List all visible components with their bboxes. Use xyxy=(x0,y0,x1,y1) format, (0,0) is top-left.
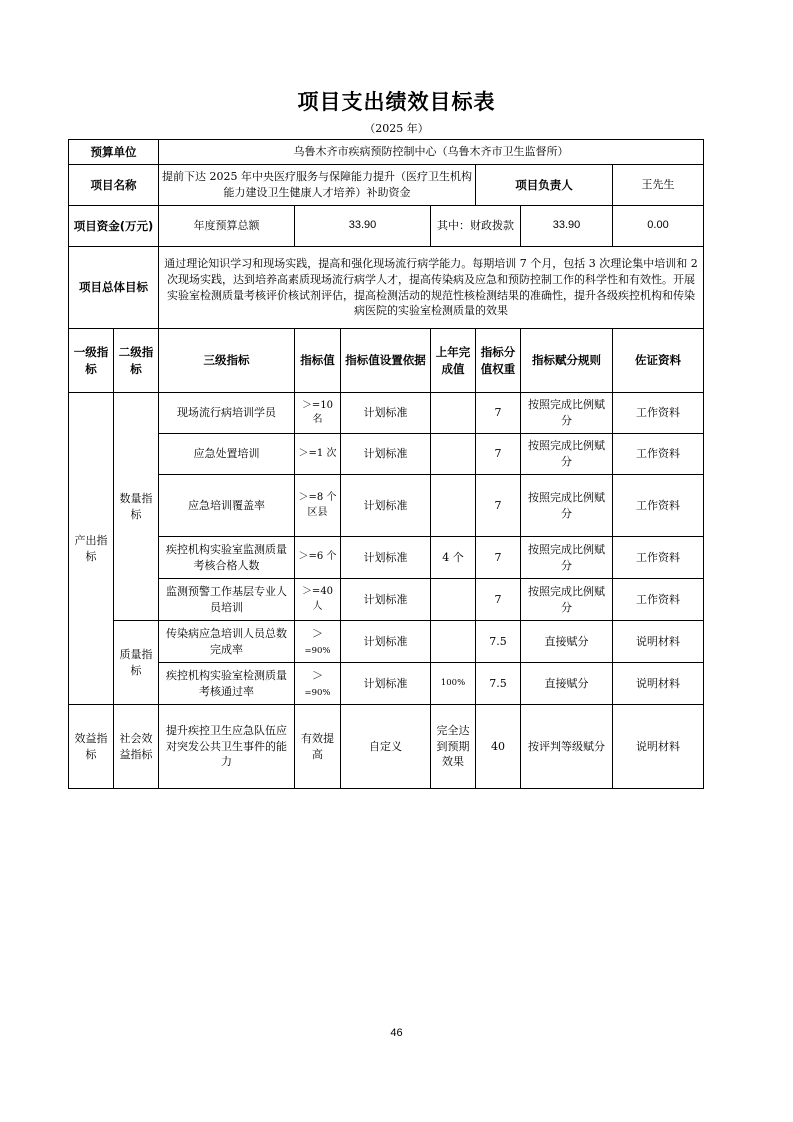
funds-label: 项目资金(万元) xyxy=(69,206,159,247)
row-basis: 计划标准 xyxy=(341,393,431,434)
row-scoring: 直接赋分 xyxy=(521,663,613,705)
row-level3: 传染病应急培训人员总数完成率 xyxy=(159,621,295,663)
row-last-year xyxy=(431,393,476,434)
group-quantity: 数量指标 xyxy=(114,393,159,621)
row-scoring: 直接赋分 xyxy=(521,621,613,663)
row-basis: 计划标准 xyxy=(341,621,431,663)
row-scoring: 按照完成比例赋分 xyxy=(521,579,613,621)
row-basis: 计划标准 xyxy=(341,537,431,579)
annual-budget-value: 33.90 xyxy=(295,206,431,247)
annual-budget-label: 年度预算总额 xyxy=(159,206,295,247)
row-value: 有效提高 xyxy=(295,705,341,789)
group-social: 社会效益指标 xyxy=(114,705,159,789)
overall-goal-label: 项目总体目标 xyxy=(69,247,159,329)
header-evidence: 佐证资料 xyxy=(613,329,704,393)
row-evidence: 说明材料 xyxy=(613,705,704,789)
row-weight: 7 xyxy=(476,537,521,579)
header-value: 指标值 xyxy=(295,329,341,393)
header-level3: 三级指标 xyxy=(159,329,295,393)
budget-unit-label: 预算单位 xyxy=(69,140,159,165)
header-weight: 指标分值权重 xyxy=(476,329,521,393)
row-value: ＞=40 人 xyxy=(295,579,341,621)
row-evidence: 工作资料 xyxy=(613,393,704,434)
row-basis: 计划标准 xyxy=(341,579,431,621)
row-scoring: 按照完成比例赋分 xyxy=(521,434,613,475)
overall-goal-value: 通过理论知识学习和现场实践，提高和强化现场流行病学能力。每期培训 7 个月，包括 3 次理论集中培训和 2 次现场实践，达到培养高素质现场流行病学人才，提高传染病及应急和预防控制工作的科学性和有效性。开展实验室检测质量考核评价核试剂评估，提高检测活动的规范性核检测结果的准确性，提升各级疾控机构和传染病医院的实验室检测质量的效果 xyxy=(159,247,704,329)
project-leader-value: 王先生 xyxy=(613,165,704,206)
row-evidence: 说明材料 xyxy=(613,621,704,663)
group-output: 产出指标 xyxy=(69,393,114,705)
row-basis: 计划标准 xyxy=(341,475,431,537)
row-weight: 7 xyxy=(476,579,521,621)
row-scoring: 按照完成比例赋分 xyxy=(521,475,613,537)
group-quality: 质量指标 xyxy=(114,621,159,705)
row-level3: 疾控机构实验室监测质量考核合格人数 xyxy=(159,537,295,579)
project-leader-label: 项目负责人 xyxy=(476,165,613,206)
header-last-year: 上年完成值 xyxy=(431,329,476,393)
row-weight: 7 xyxy=(476,434,521,475)
row-level3: 提升疾控卫生应急队伍应对突发公共卫生事件的能力 xyxy=(159,705,295,789)
row-last-year xyxy=(431,434,476,475)
row-level3: 监测预警工作基层专业人员培训 xyxy=(159,579,295,621)
group-benefit: 效益指标 xyxy=(69,705,114,789)
other-funds-value: 0.00 xyxy=(613,206,704,247)
fiscal-funds-value: 33.90 xyxy=(521,206,613,247)
project-name-value: 提前下达 2025 年中央医疗服务与保障能力提升（医疗卫生机构能力建设卫生健康人才培养）补助资金 xyxy=(159,165,476,206)
row-weight: 7 xyxy=(476,393,521,434)
row-scoring: 按照完成比例赋分 xyxy=(521,537,613,579)
year-subtitle: （2025 年） xyxy=(364,122,429,135)
row-basis: 计划标准 xyxy=(341,663,431,705)
row-evidence: 工作资料 xyxy=(613,537,704,579)
row-value: ＞=8 个区县 xyxy=(295,475,341,537)
row-last-year xyxy=(431,475,476,537)
row-level3: 应急处置培训 xyxy=(159,434,295,475)
project-name-label: 项目名称 xyxy=(69,165,159,206)
header-level2: 二级指标 xyxy=(114,329,159,393)
row-value: ＞=6 个 xyxy=(295,537,341,579)
row-last-year: 4 个 xyxy=(431,537,476,579)
header-scoring: 指标赋分规则 xyxy=(521,329,613,393)
row-weight: 7.5 xyxy=(476,663,521,705)
page-title: 项目支出绩效目标表 xyxy=(297,90,496,114)
page-number: 46 xyxy=(390,1027,403,1039)
row-level3: 疾控机构实验室检测质量考核通过率 xyxy=(159,663,295,705)
row-evidence: 工作资料 xyxy=(613,434,704,475)
row-level3: 应急培训覆盖率 xyxy=(159,475,295,537)
row-evidence: 工作资料 xyxy=(613,579,704,621)
header-level1: 一级指标 xyxy=(69,329,114,393)
row-last-year: 100% xyxy=(431,663,476,705)
row-basis: 自定义 xyxy=(341,705,431,789)
row-weight: 7.5 xyxy=(476,621,521,663)
row-last-year xyxy=(431,621,476,663)
row-weight: 40 xyxy=(476,705,521,789)
row-evidence: 说明材料 xyxy=(613,663,704,705)
row-value: ＞ =90% xyxy=(295,621,341,663)
header-basis: 指标值设置依据 xyxy=(341,329,431,393)
row-evidence: 工作资料 xyxy=(613,475,704,537)
budget-unit-value: 乌鲁木齐市疾病预防控制中心（乌鲁木齐市卫生监督所） xyxy=(159,140,704,165)
row-level3: 现场流行病培训学员 xyxy=(159,393,295,434)
row-value: ＞=10 名 xyxy=(295,393,341,434)
row-scoring: 按照完成比例赋分 xyxy=(521,393,613,434)
row-basis: 计划标准 xyxy=(341,434,431,475)
fiscal-funds-label: 其中：财政拨款 xyxy=(431,206,521,247)
performance-goal-table xyxy=(68,139,704,789)
row-last-year: 完全达到预期效果 xyxy=(431,705,476,789)
row-scoring: 按评判等级赋分 xyxy=(521,705,613,789)
row-value: ＞ =90% xyxy=(295,663,341,705)
row-last-year xyxy=(431,579,476,621)
row-value: ＞=1 次 xyxy=(295,434,341,475)
row-weight: 7 xyxy=(476,475,521,537)
